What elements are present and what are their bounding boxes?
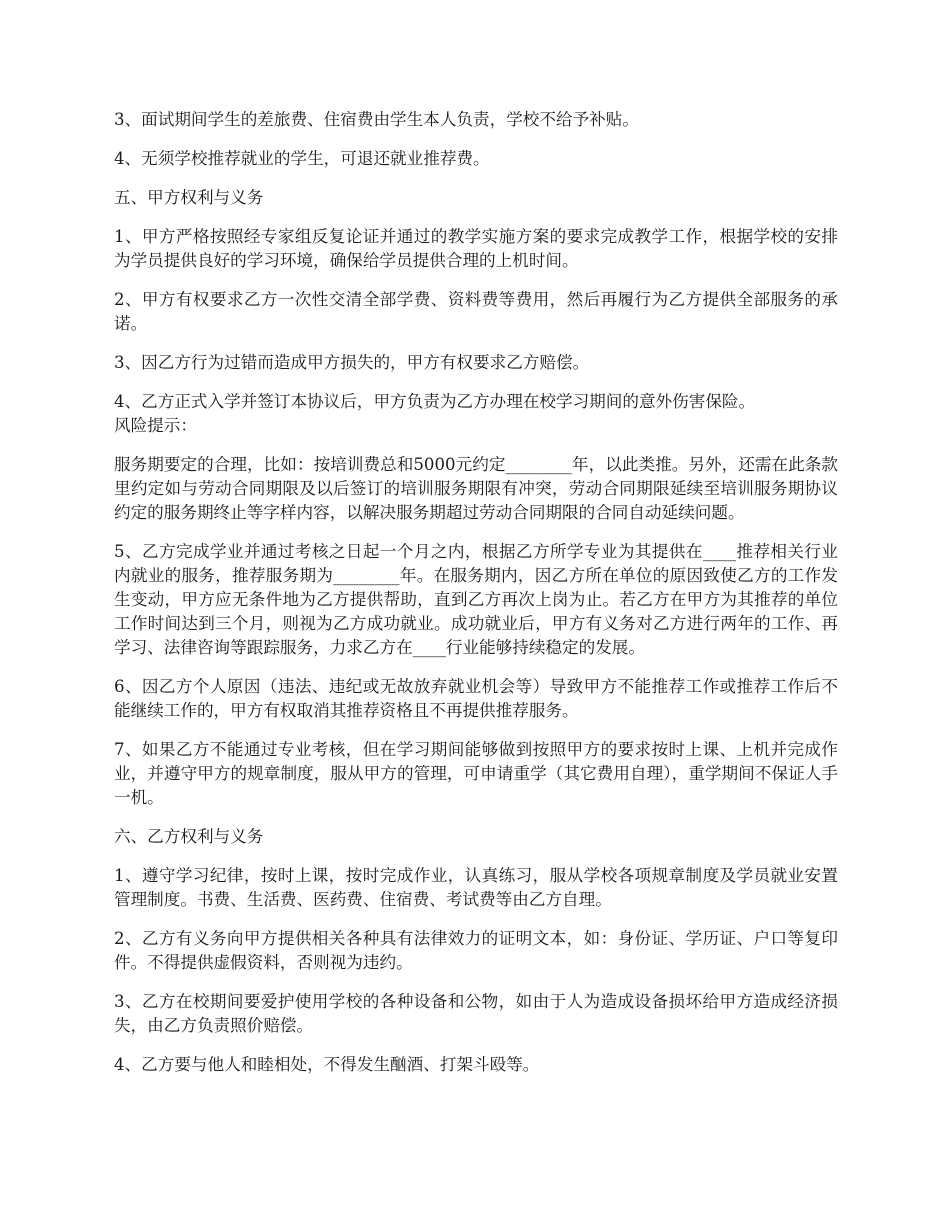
section-heading-party-b: 六、乙方权利与义务 bbox=[114, 827, 264, 846]
paragraph-travel-expenses: 3、面试期间学生的差旅费、住宿费由学生本人负责，学校不给予补贴。 bbox=[114, 110, 639, 129]
paragraph-party-a-5: 5、乙方完成学业并通过考核之日起一个月之内，根据乙方所学专业为其提供在____推荐相关行业内就业的服务，推荐服务期为________年。在服务期内，因乙方所在单位的原因致使乙方的工作发生变动，甲方应无条件地为乙方提供帮助，直到乙方再次上岗为止。若乙方在甲方为其推荐的单位工作时间达到三个月，则视为乙方成功就业。成功就业后，甲方有义务对乙方进行两年的工作、再学习、法律咨询等跟踪服务，力求乙方在____行业能够持续稳定的发展。 bbox=[114, 542, 838, 657]
paragraph-party-a-3: 3、因乙方行为过错而造成甲方损失的，甲方有权要求乙方赔偿。 bbox=[114, 353, 590, 372]
paragraph-party-b-1: 1、遵守学习纪律，按时上课，按时完成作业，认真练习，服从学校各项规章制度及学员就业安置管理制度。书费、生活费、医药费、住宿费、考试费等由乙方自理。 bbox=[114, 866, 838, 909]
paragraph-party-a-7: 7、如果乙方不能通过专业考核，但在学习期间能够做到按照甲方的要求按时上课、上机并完成作业，并遵守甲方的规章制度，服从甲方的管理，可申请重学（其它费用自理），重学期间不保证人手一机。 bbox=[114, 740, 838, 807]
section-heading-party-a: 五、甲方权利与义务 bbox=[114, 188, 264, 207]
paragraph-party-a-1: 1、甲方严格按照经专家组反复论证并通过的教学实施方案的要求完成教学工作，根据学校的安排为学员提供良好的学习环境，确保给学员提供合理的上机时间。 bbox=[114, 227, 838, 270]
paragraph-party-b-2: 2、乙方有义务向甲方提供相关各种具有法律效力的证明文本，如：身份证、学历证、户口等复印件。不得提供虚假资料，否则视为违约。 bbox=[114, 929, 838, 972]
paragraph-party-b-3: 3、乙方在校期间要爱护使用学校的各种设备和公物，如由于人为造成设备损坏给甲方造成经济损失，由乙方负责照价赔偿。 bbox=[114, 992, 838, 1035]
paragraph-refund-fee: 4、无须学校推荐就业的学生，可退还就业推荐费。 bbox=[114, 149, 490, 168]
risk-notice-label: 风险提示： bbox=[114, 416, 197, 435]
paragraph-party-b-4: 4、乙方要与他人和睦相处，不得发生酗酒、打架斗殴等。 bbox=[114, 1055, 540, 1074]
paragraph-party-a-4: 4、乙方正式入学并签订本协议后，甲方负责为乙方办理在校学习期间的意外伤害保险。 bbox=[114, 392, 756, 411]
paragraph-party-a-2: 2、甲方有权要求乙方一次性交清全部学费、资料费等费用，然后再履行为乙方提供全部服务的承诺。 bbox=[114, 290, 838, 333]
paragraph-party-a-6: 6、因乙方个人原因（违法、违纪或无故放弃就业机会等）导致甲方不能推荐工作或推荐工作后不能继续工作的，甲方有权取消其推荐资格且不再提供推荐服务。 bbox=[114, 677, 838, 720]
paragraph-service-period: 服务期要定的合理，比如：按培训费总和5000元约定________年，以此类推。另外，还需在此条款里约定如与劳动合同期限及以后签订的培训服务期限有冲突，劳动合同期限延续至培训服务期协议约定的服务期终止等字样内容，以解决服务期超过劳动合同期限的合同自动延续问题。 bbox=[114, 455, 838, 522]
document-body bbox=[114, 108, 838, 1092]
